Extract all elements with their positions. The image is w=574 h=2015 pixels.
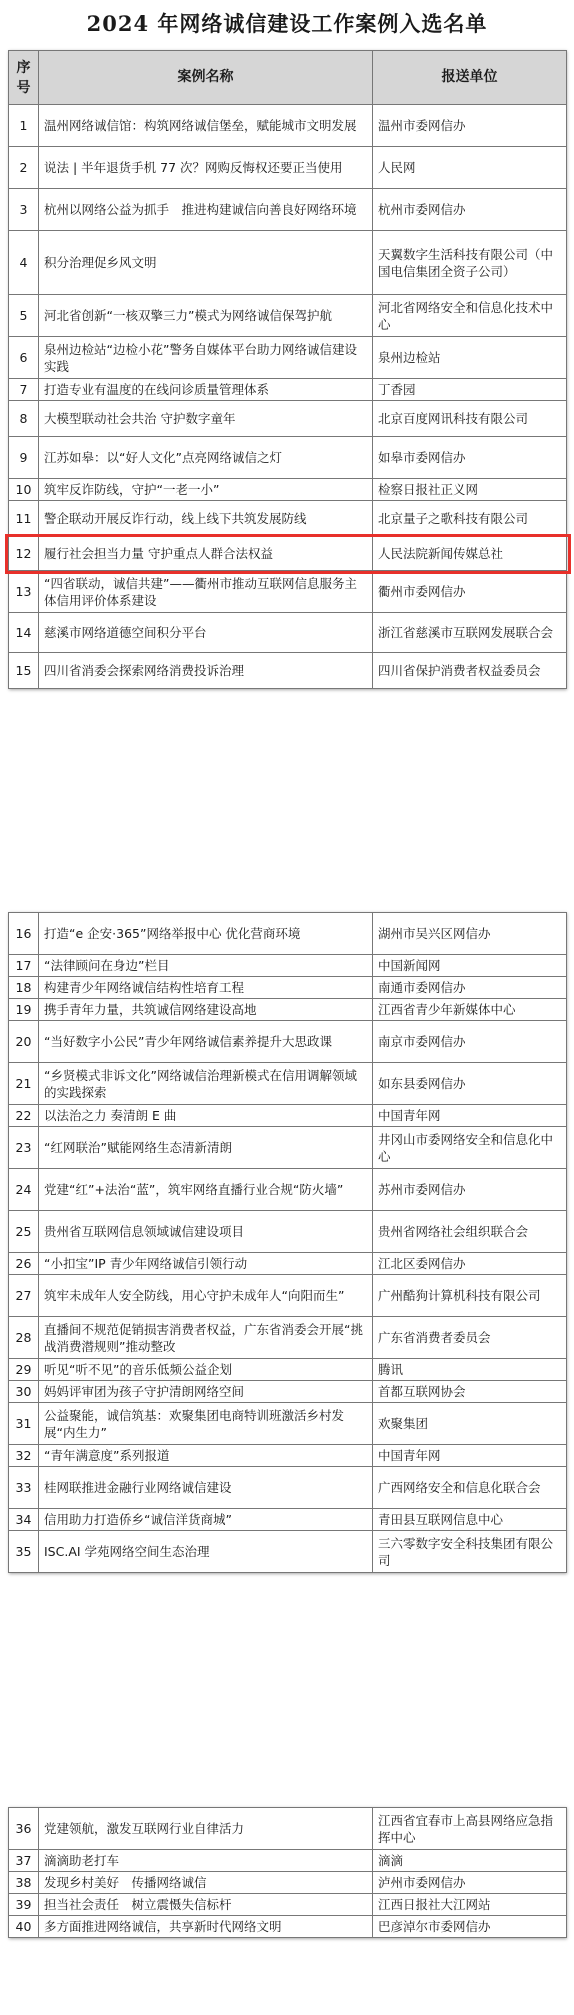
cell-unit: 广东省消费者委员会 (373, 1317, 567, 1359)
cell-num: 1 (9, 105, 39, 147)
cell-case-name: “青年满意度”系列报道 (39, 1445, 373, 1467)
cell-num: 36 (9, 1808, 39, 1850)
cell-case-name: 妈妈评审团为孩子守护清朗网络空间 (39, 1381, 373, 1403)
cell-unit: 泸州市委网信办 (373, 1872, 567, 1894)
table-row (9, 1317, 567, 1359)
cell-case-name: 四川省消委会探索网络消费投诉治理 (39, 653, 373, 689)
cell-num: 33 (9, 1467, 39, 1509)
table-row (9, 1509, 567, 1531)
table-row (9, 1381, 567, 1403)
cell-unit: 贵州省网络社会组织联合会 (373, 1211, 567, 1253)
table-row (9, 571, 567, 613)
cell-case-name: 滴滴助老打车 (39, 1850, 373, 1872)
cell-num: 27 (9, 1275, 39, 1317)
cell-num: 7 (9, 379, 39, 401)
table-row (9, 189, 567, 231)
cell-num: 21 (9, 1063, 39, 1105)
cell-case-name: 发现乡村美好 传播网络诚信 (39, 1872, 373, 1894)
table-row (9, 437, 567, 479)
cell-case-name: 信用助力打造侨乡“诚信洋货商城” (39, 1509, 373, 1531)
cell-case-name: 听见“听不见”的音乐低频公益企划 (39, 1359, 373, 1381)
cell-unit: 江北区委网信办 (373, 1253, 567, 1275)
cell-num: 20 (9, 1021, 39, 1063)
cell-unit: 中国青年网 (373, 1105, 567, 1127)
cell-unit: 天翼数字生活科技有限公司（中国电信集团全资子公司） (373, 231, 567, 295)
table-panel-1 (8, 50, 566, 689)
cell-case-name: 筑牢反诈防线，守护“一老一小” (39, 479, 373, 501)
case-table-2 (8, 912, 567, 1573)
cell-unit: 浙江省慈溪市互联网发展联合会 (373, 613, 567, 653)
cell-num: 3 (9, 189, 39, 231)
cell-case-name: 河北省创新“一核双擎三力”模式为网络诚信保驾护航 (39, 295, 373, 337)
cell-unit: 欢聚集团 (373, 1403, 567, 1445)
cell-num: 14 (9, 613, 39, 653)
cell-num: 23 (9, 1127, 39, 1169)
cell-unit: 广州酷狗计算机科技有限公司 (373, 1275, 567, 1317)
cell-unit: 南京市委网信办 (373, 1021, 567, 1063)
cell-unit: 四川省保护消费者权益委员会 (373, 653, 567, 689)
cell-num: 26 (9, 1253, 39, 1275)
cell-num: 17 (9, 955, 39, 977)
table-row (9, 1872, 567, 1894)
cell-num: 10 (9, 479, 39, 501)
cell-unit: 杭州市委网信办 (373, 189, 567, 231)
table-row (9, 613, 567, 653)
table-row (9, 1105, 567, 1127)
cell-num: 25 (9, 1211, 39, 1253)
cell-num: 22 (9, 1105, 39, 1127)
cell-unit: 江西省青少年新媒体中心 (373, 999, 567, 1021)
cell-case-name: 桂网联推进金融行业网络诚信建设 (39, 1467, 373, 1509)
cell-num: 40 (9, 1916, 39, 1938)
cell-case-name: 筑牢未成年人安全防线，用心守护未成年人“向阳而生” (39, 1275, 373, 1317)
cell-case-name: 贵州省互联网信息领域诚信建设项目 (39, 1211, 373, 1253)
table-row (9, 379, 567, 401)
cell-case-name: “小扣宝”IP 青少年网络诚信引领行动 (39, 1253, 373, 1275)
cell-case-name: 携手青年力量，共筑诚信网络建设高地 (39, 999, 373, 1021)
cell-unit: 首都互联网协会 (373, 1381, 567, 1403)
cell-num: 15 (9, 653, 39, 689)
table-row (9, 401, 567, 437)
cell-unit: 中国新闻网 (373, 955, 567, 977)
case-table-1 (8, 50, 567, 689)
cell-case-name: 打造专业有温度的在线问诊质量管理体系 (39, 379, 373, 401)
cell-unit: 南通市委网信办 (373, 977, 567, 999)
cell-num: 34 (9, 1509, 39, 1531)
cell-case-name: 多方面推进网络诚信，共享新时代网络文明 (39, 1916, 373, 1938)
cell-num: 28 (9, 1317, 39, 1359)
cell-num: 24 (9, 1169, 39, 1211)
table-row (9, 1531, 567, 1573)
table-row (9, 147, 567, 189)
cell-case-name: 大模型联动社会共治 守护数字童年 (39, 401, 373, 437)
cell-unit: 北京量子之歌科技有限公司 (373, 501, 567, 537)
cell-unit: 如东县委网信办 (373, 1063, 567, 1105)
table-row (9, 1916, 567, 1938)
cell-case-name: “法律顾问在身边”栏目 (39, 955, 373, 977)
cell-case-name: 江苏如皋：以“好人文化”点亮网络诚信之灯 (39, 437, 373, 479)
cell-case-name: 构建青少年网络诚信结构性培育工程 (39, 977, 373, 999)
cell-case-name: 直播间不规范促销损害消费者权益，广东省消委会开展“挑战消费潜规则”推动整改 (39, 1317, 373, 1359)
cell-unit: 如皋市委网信办 (373, 437, 567, 479)
cell-unit: 江西省宜春市上高县网络应急指挥中心 (373, 1808, 567, 1850)
table-row (9, 1169, 567, 1211)
header-num: 序号 (9, 51, 39, 105)
cell-unit: 三六零数字安全科技集团有限公司 (373, 1531, 567, 1573)
cell-case-name: 以法治之力 奏清朗 E 曲 (39, 1105, 373, 1127)
cell-case-name: ISC.AI 学苑网络空间生态治理 (39, 1531, 373, 1573)
cell-unit: 温州市委网信办 (373, 105, 567, 147)
cell-num: 31 (9, 1403, 39, 1445)
cell-unit: 腾讯 (373, 1359, 567, 1381)
table-row (9, 501, 567, 537)
cell-num: 32 (9, 1445, 39, 1467)
table-row (9, 955, 567, 977)
cell-num: 18 (9, 977, 39, 999)
table-row (9, 231, 567, 295)
cell-num: 37 (9, 1850, 39, 1872)
cell-unit: 湖州市吴兴区网信办 (373, 913, 567, 955)
cell-case-name: 党建领航，激发互联网行业自律活力 (39, 1808, 373, 1850)
table-row (9, 537, 567, 571)
cell-num: 11 (9, 501, 39, 537)
cell-num: 39 (9, 1894, 39, 1916)
cell-case-name: 泉州边检站“边检小花”警务自媒体平台助力网络诚信建设实践 (39, 337, 373, 379)
cell-case-name: 说法 | 半年退货手机 77 次？网购反悔权还要正当使用 (39, 147, 373, 189)
cell-case-name: 公益聚能，诚信筑基：欢聚集团电商特训班激活乡村发展“内生力” (39, 1403, 373, 1445)
table-row (9, 913, 567, 955)
table-row (9, 295, 567, 337)
cell-num: 13 (9, 571, 39, 613)
cell-case-name: 积分治理促乡风文明 (39, 231, 373, 295)
cell-unit: 中国青年网 (373, 1445, 567, 1467)
cell-case-name: “红网联治”赋能网络生态清新清朗 (39, 1127, 373, 1169)
table-row (9, 999, 567, 1021)
table-row (9, 1211, 567, 1253)
cell-unit: 河北省网络安全和信息化技术中心 (373, 295, 567, 337)
table-row (9, 1894, 567, 1916)
page-title: 2024 年网络诚信建设工作案例入选名单 (86, 11, 488, 36)
cell-num: 30 (9, 1381, 39, 1403)
cell-unit: 丁香园 (373, 379, 567, 401)
cell-unit: 泉州边检站 (373, 337, 567, 379)
cell-case-name: 杭州以网络公益为抓手 推进构建诚信向善良好网络环境 (39, 189, 373, 231)
cell-num: 12 (9, 537, 39, 571)
cell-case-name: “四省联动，诚信共建”——衢州市推动互联网信息服务主体信用评价体系建设 (39, 571, 373, 613)
cell-unit: 衢州市委网信办 (373, 571, 567, 613)
cell-case-name: 打造“e 企安·365”网络举报中心 优化营商环境 (39, 913, 373, 955)
table-row (9, 1021, 567, 1063)
table-panel-3 (8, 1807, 566, 1938)
header-unit: 报送单位 (373, 51, 567, 105)
cell-unit: 巴彦淖尔市委网信办 (373, 1916, 567, 1938)
table-row (9, 1359, 567, 1381)
cell-case-name: 担当社会责任 树立震慑失信标杆 (39, 1894, 373, 1916)
cell-unit: 广西网络安全和信息化联合会 (373, 1467, 567, 1509)
cell-num: 8 (9, 401, 39, 437)
table-row (9, 1808, 567, 1850)
cell-case-name: 慈溪市网络道德空间积分平台 (39, 613, 373, 653)
table-row (9, 1063, 567, 1105)
table-row (9, 1127, 567, 1169)
cell-case-name: “当好数字小公民”青少年网络诚信素养提升大思政课 (39, 1021, 373, 1063)
table-row (9, 1253, 567, 1275)
table-panel-2 (8, 912, 566, 1573)
table-row (9, 977, 567, 999)
table-row (9, 653, 567, 689)
cell-num: 5 (9, 295, 39, 337)
cell-unit: 北京百度网讯科技有限公司 (373, 401, 567, 437)
case-table-3 (8, 1807, 567, 1938)
cell-num: 2 (9, 147, 39, 189)
cell-num: 9 (9, 437, 39, 479)
cell-unit: 青田县互联网信息中心 (373, 1509, 567, 1531)
cell-num: 6 (9, 337, 39, 379)
cell-unit: 苏州市委网信办 (373, 1169, 567, 1211)
cell-num: 4 (9, 231, 39, 295)
cell-num: 29 (9, 1359, 39, 1381)
cell-num: 19 (9, 999, 39, 1021)
table-row (9, 1403, 567, 1445)
cell-unit: 人民网 (373, 147, 567, 189)
cell-case-name: 履行社会担当力量 守护重点人群合法权益 (39, 537, 373, 571)
table-row (9, 479, 567, 501)
cell-num: 16 (9, 913, 39, 955)
table-header-row (9, 51, 567, 105)
cell-unit: 江西日报社大江网站 (373, 1894, 567, 1916)
cell-unit: 滴滴 (373, 1850, 567, 1872)
table-row (9, 1850, 567, 1872)
cell-unit: 井冈山市委网络安全和信息化中心 (373, 1127, 567, 1169)
table-row (9, 1467, 567, 1509)
header-name: 案例名称 (39, 51, 373, 105)
table-row (9, 105, 567, 147)
cell-num: 38 (9, 1872, 39, 1894)
cell-case-name: 党建“红”+法治“蓝”，筑牢网络直播行业合规“防火墙” (39, 1169, 373, 1211)
table-row (9, 337, 567, 379)
cell-case-name: “乡贤模式非诉文化”网络诚信治理新模式在信用调解领域的实践探索 (39, 1063, 373, 1105)
cell-case-name: 温州网络诚信馆：构筑网络诚信堡垒，赋能城市文明发展 (39, 105, 373, 147)
table-row (9, 1445, 567, 1467)
cell-num: 35 (9, 1531, 39, 1573)
table-row (9, 1275, 567, 1317)
cell-unit: 人民法院新闻传媒总社 (373, 537, 567, 571)
cell-unit: 检察日报社正义网 (373, 479, 567, 501)
cell-case-name: 警企联动开展反诈行动，线上线下共筑发展防线 (39, 501, 373, 537)
